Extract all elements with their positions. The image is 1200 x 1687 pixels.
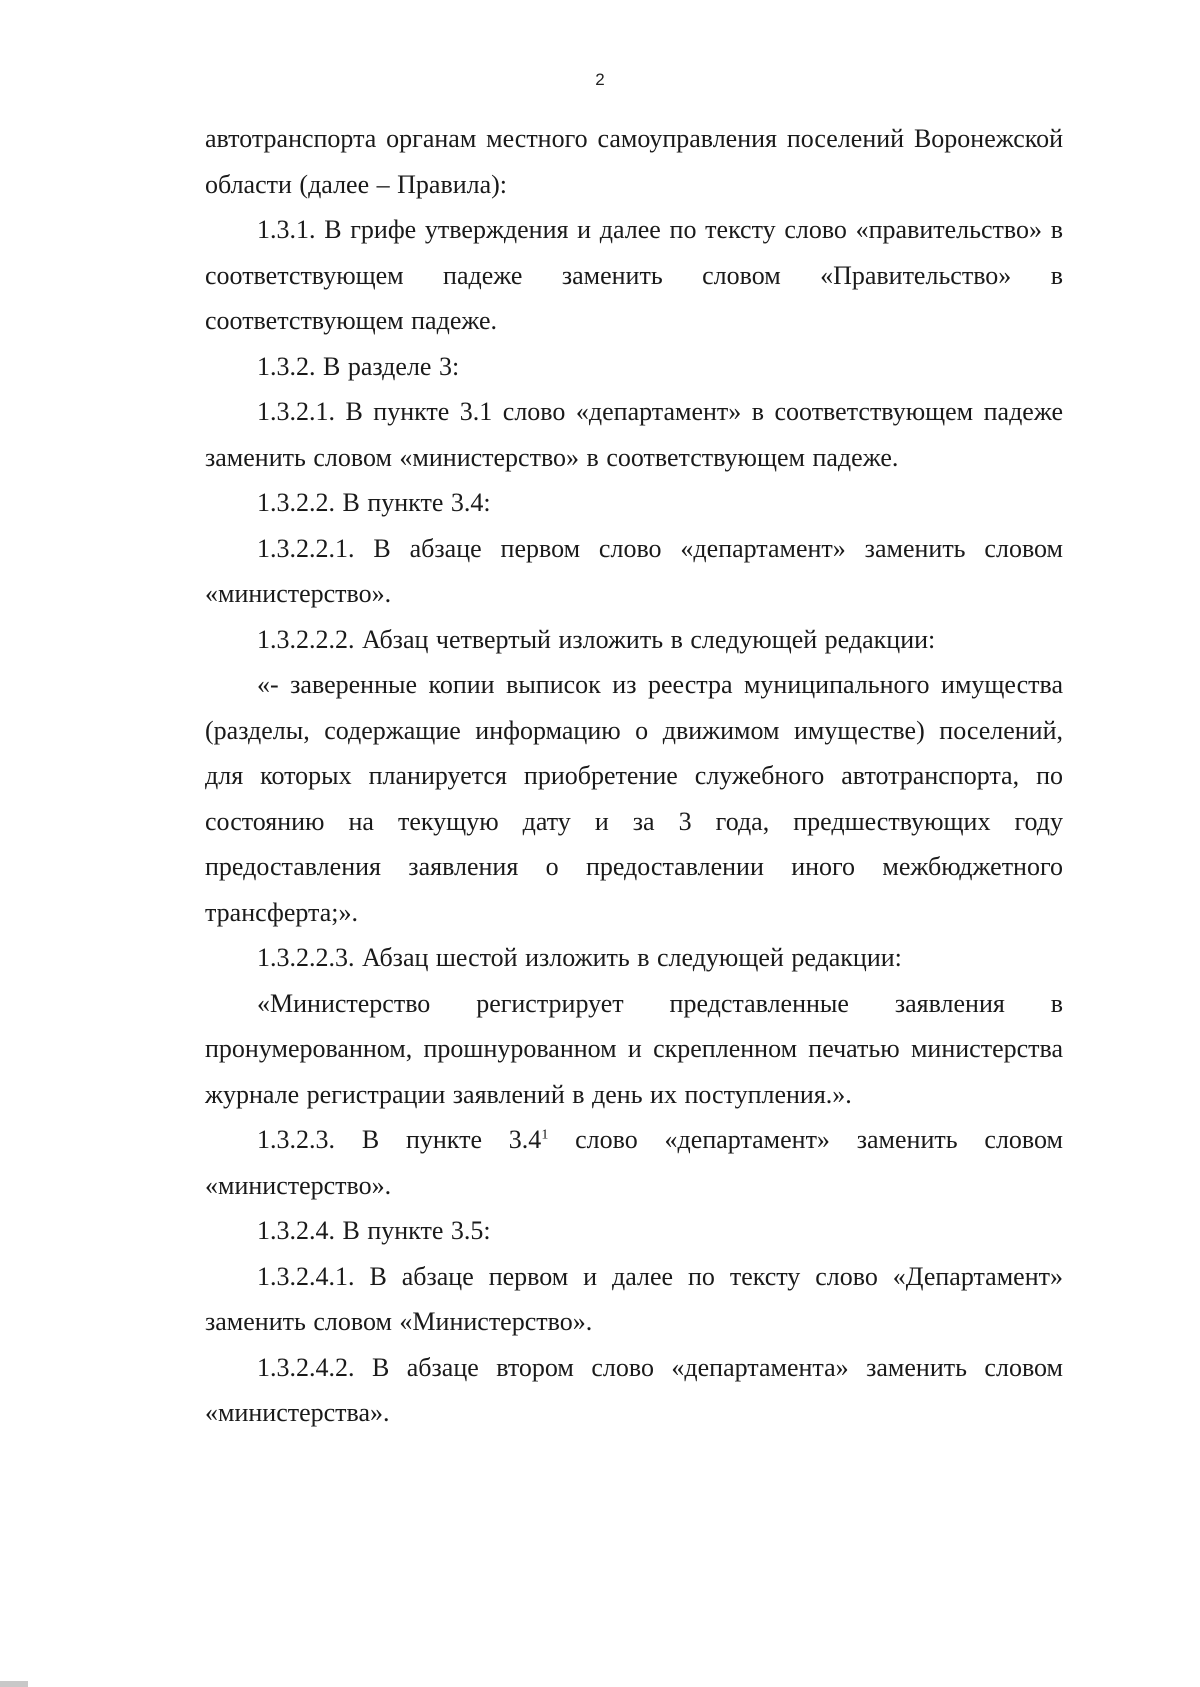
paragraph-1-3-2-1: 1.3.2.1. В пункте 3.1 слово «департамент» в соответствующем падеже заменить словом «министерство» в соответствующем падеже. [205, 397, 1063, 472]
paragraph-1-3-2: 1.3.2. В разделе 3: [257, 351, 460, 381]
paragraph-1-3-2-2-1: 1.3.2.2.1. В абзаце первом слово «департамент» заменить словом «министерство». [205, 533, 1063, 608]
paragraph-1-3-2-3 [205, 1117, 1063, 1208]
scan-edge-mark [0, 1681, 28, 1687]
paragraph-1-3-1: 1.3.1. В грифе утверждения и далее по тексту слово «правительство» в соответствующем падеже заменить словом «Правительство» в соответствующем падеже. [205, 215, 1063, 335]
paragraph-1-3-2-3-before: 1.3.2.3. В пункте 3.4 [257, 1125, 542, 1154]
paragraph-1-3-2-4: 1.3.2.4. В пункте 3.5: [257, 1216, 491, 1245]
paragraph-1-3-2-2-2: 1.3.2.2.2. Абзац четвертый изложить в следующей редакции: [257, 624, 936, 654]
paragraph-1-3-2-4-2: 1.3.2.4.2. В абзаце втором слово «департамента» заменить словом «министерства». [205, 1352, 1063, 1427]
quoted-paragraph-fourth: «- заверенные копии выписок из реестра муниципального имущества (разделы, содержащие информацию о движимом имуществе) поселений, для которых планируется приобретение служебного автотранспорта, по состоянию на текущую дату и за 3 года, предшествующих году предоставления заявления о предоставлении иного межбюджетного трансферта;». [205, 670, 1063, 927]
paragraph-1-3-2-4-1: 1.3.2.4.1. В абзаце первом и далее по тексту слово «Департамент» заменить словом «Министерство». [205, 1261, 1063, 1336]
quoted-paragraph-sixth: «Министерство регистрирует представленные заявления в пронумерованном, прошнурованном и скрепленном печатью министерства журнале регистрации заявлений в день их поступления.». [205, 988, 1063, 1109]
superscript-index: 1 [541, 1127, 549, 1143]
paragraph-1-3-2-2-3: 1.3.2.2.3. Абзац шестой изложить в следующей редакции: [257, 943, 902, 972]
paragraph-1-3-2-3-after: слово «департамент» заменить словом «министерство». [205, 1125, 1063, 1200]
paragraph-continuation: автотранспорта органам местного самоуправления поселений Воронежской области (далее – Правила): [205, 124, 1063, 199]
document-body [205, 116, 1063, 1436]
page-number: 2 [595, 70, 605, 89]
paragraph-1-3-2-2: 1.3.2.2. В пункте 3.4: [257, 488, 491, 517]
